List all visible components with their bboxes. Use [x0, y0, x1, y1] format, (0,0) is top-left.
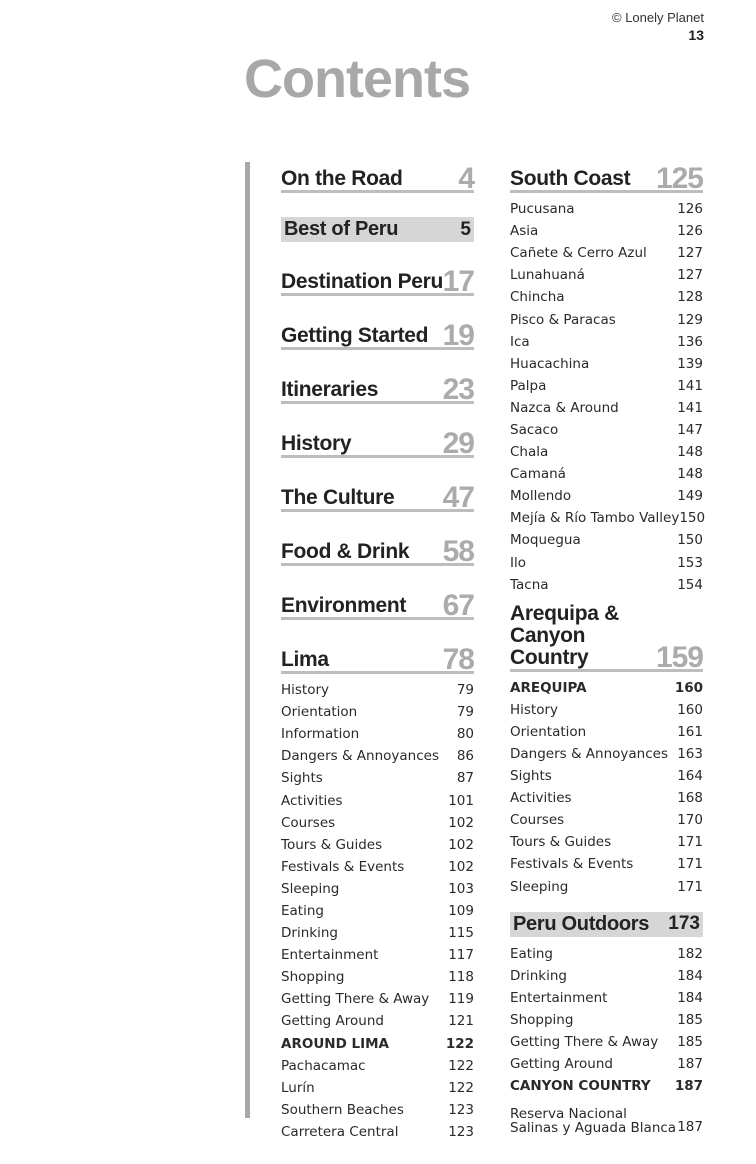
lima-subsection-list [281, 674, 474, 1143]
toc-entry-label: Courses [510, 812, 565, 829]
toc-entry-label: Shopping [281, 969, 345, 986]
toc-entry-label: Tours & Guides [510, 834, 612, 851]
copyright-notice: © Lonely Planet [612, 10, 704, 25]
toc-entry-page: 123 [448, 1101, 474, 1118]
toc-entry[interactable] [281, 1055, 474, 1077]
toc-entry-page: 102 [448, 858, 474, 875]
toc-entry[interactable] [510, 699, 703, 721]
toc-entry[interactable] [510, 397, 703, 419]
toc-entry-page: 141 [677, 399, 703, 416]
toc-entry-page: 136 [677, 333, 703, 350]
toc-left-column [281, 158, 474, 1143]
toc-entry[interactable] [281, 1121, 474, 1143]
toc-entry[interactable] [281, 922, 474, 944]
toc-entry-label: Orientation [510, 723, 587, 740]
toc-entry[interactable] [510, 375, 703, 397]
toc-entry[interactable] [510, 529, 703, 551]
toc-entry-label: Sleeping [510, 878, 569, 895]
toc-entry-page: 103 [448, 880, 474, 897]
toc-entry-page: 153 [677, 554, 703, 571]
section-title: Food & Drink [281, 539, 410, 563]
toc-entry[interactable] [510, 308, 703, 330]
toc-entry[interactable] [281, 745, 474, 767]
section-title: Environment [281, 593, 407, 617]
toc-entry[interactable] [510, 765, 703, 787]
section-page: 17 [442, 265, 474, 298]
toc-entry-page: 160 [674, 679, 703, 696]
section-page: 47 [442, 481, 474, 514]
toc-entry-label: Southern Beaches [281, 1101, 404, 1118]
toc-entry-label: Information [281, 726, 360, 743]
toc-entry[interactable] [510, 1097, 703, 1135]
toc-entry-label: Mejía & Río Tambo Valley [510, 510, 680, 527]
toc-entry-label: AREQUIPA [510, 679, 587, 696]
toc-entry-label: CANYON COUNTRY [510, 1078, 651, 1095]
toc-entry-page: 187 [677, 1119, 703, 1136]
toc-entry-label: Getting Around [281, 1013, 384, 1030]
toc-entry-label: Camaná [510, 466, 566, 483]
toc-entry[interactable] [510, 743, 703, 765]
toc-entry-page: 118 [448, 969, 474, 986]
toc-entry-label: Mollendo [510, 488, 572, 505]
toc-entry-label: Shopping [510, 1011, 574, 1028]
section-title: History [281, 431, 352, 455]
toc-entry-label: Ilo [510, 554, 526, 571]
toc-entry-page: 127 [677, 267, 703, 284]
section-title: Destination Peru [281, 269, 444, 293]
toc-entry-label: Sacaco [510, 421, 559, 438]
toc-entry-page: 122 [448, 1057, 474, 1074]
section-page: 4 [458, 162, 474, 195]
toc-entry[interactable] [281, 767, 474, 789]
toc-entry-page: 122 [445, 1035, 474, 1052]
toc-entry-page: 184 [677, 967, 703, 984]
toc-entry[interactable] [281, 1099, 474, 1121]
toc-entry-label: Eating [281, 902, 324, 919]
toc-section-lima[interactable] [281, 639, 474, 674]
section-title: Arequipa & Canyon Country [510, 601, 620, 669]
toc-entry[interactable] [510, 1075, 703, 1097]
toc-entry[interactable] [510, 485, 703, 507]
toc-entry[interactable] [510, 721, 703, 743]
toc-entry-label: Pucusana [510, 201, 575, 218]
toc-entry-label: Drinking [281, 925, 338, 942]
toc-entry-page: 126 [677, 223, 703, 240]
toc-entry-page: 86 [456, 748, 474, 765]
toc-entry-page: 184 [677, 989, 703, 1006]
toc-entry-label: History [510, 701, 559, 718]
toc-entry-page: 102 [448, 814, 474, 831]
toc-entry-label: Getting There & Away [281, 991, 430, 1008]
toc-entry-label: Festivals & Events [510, 856, 634, 873]
toc-entry-page: 122 [448, 1079, 474, 1096]
toc-entry-label: Chala [510, 444, 549, 461]
toc-entry-page: 164 [677, 768, 703, 785]
toc-entry[interactable] [281, 1033, 474, 1055]
toc-entry-label: Pachacamac [281, 1057, 366, 1074]
toc-section-destination-peru[interactable] [281, 261, 474, 296]
toc-section-history[interactable] [281, 423, 474, 458]
section-page: 125 [655, 162, 703, 195]
toc-entry-page: 109 [448, 902, 474, 919]
toc-entry[interactable] [510, 264, 703, 286]
toc-entry-label: Getting There & Away [510, 1034, 659, 1051]
toc-entry-label: Reserva Nacional Salinas y Aguada Blanca [510, 1106, 677, 1137]
toc-entry[interactable] [281, 856, 474, 878]
toc-entry-page: 121 [448, 1013, 474, 1030]
toc-entry-label: Lunahuaná [510, 267, 585, 284]
toc-entry-label: Palpa [510, 377, 547, 394]
toc-entry[interactable] [510, 965, 703, 987]
toc-entry[interactable] [281, 988, 474, 1010]
toc-entry[interactable] [281, 723, 474, 745]
section-title: Lima [281, 647, 329, 671]
toc-section-itineraries[interactable] [281, 369, 474, 404]
toc-entry-page: 150 [677, 532, 703, 549]
toc-entry[interactable] [510, 353, 703, 375]
toc-entry-label: Pisco & Paracas [510, 311, 616, 328]
toc-entry-page: 80 [456, 726, 474, 743]
toc-entry[interactable] [281, 1077, 474, 1099]
toc-entry-page: 128 [677, 289, 703, 306]
toc-entry[interactable] [281, 812, 474, 834]
toc-entry-page: 126 [677, 201, 703, 218]
toc-entry-page: 154 [677, 576, 703, 593]
toc-entry-label: Ica [510, 333, 530, 350]
toc-section-on-the-road[interactable] [281, 158, 474, 193]
toc-section-south-coast[interactable] [510, 158, 703, 193]
toc-entry[interactable] [510, 987, 703, 1009]
toc-entry-page: 129 [677, 311, 703, 328]
toc-entry-label: Entertainment [281, 947, 379, 964]
toc-entry-page: 160 [677, 701, 703, 718]
toc-entry[interactable] [510, 552, 703, 574]
toc-entry[interactable] [510, 507, 706, 529]
toc-entry-label: Courses [281, 814, 336, 831]
toc-entry-label: Huacachina [510, 355, 590, 372]
arequipa-subsection-list-continued [510, 941, 703, 1136]
toc-entry-page: 102 [448, 836, 474, 853]
toc-entry-page: 150 [679, 510, 706, 527]
section-page: 173 [668, 913, 700, 935]
toc-entry-label: Entertainment [510, 989, 608, 1006]
toc-entry[interactable] [510, 463, 703, 485]
toc-entry-page: 170 [677, 812, 703, 829]
toc-entry[interactable] [510, 242, 703, 264]
toc-section-peru-outdoors[interactable] [510, 912, 703, 937]
section-title: Peru Outdoors [513, 912, 650, 935]
toc-entry[interactable] [510, 677, 703, 699]
toc-entry[interactable] [281, 1010, 474, 1032]
toc-entry[interactable] [510, 853, 703, 875]
toc-entry-label: Activities [281, 792, 343, 809]
decorative-vertical-bar [245, 162, 250, 1118]
toc-entry[interactable] [510, 1053, 703, 1075]
toc-entry-page: 117 [448, 947, 474, 964]
toc-entry-page: 115 [448, 925, 474, 942]
section-page: 23 [442, 373, 474, 406]
toc-entry-page: 148 [677, 444, 703, 461]
toc-entry[interactable] [281, 900, 474, 922]
section-page: 5 [460, 218, 471, 240]
toc-section-best-of-peru[interactable] [281, 217, 474, 242]
toc-entry[interactable] [510, 831, 703, 853]
toc-entry[interactable] [281, 789, 474, 811]
toc-entry-page: 168 [677, 790, 703, 807]
page-title: Contents [244, 49, 470, 109]
section-title: Getting Started [281, 323, 429, 347]
toc-section-environment[interactable] [281, 585, 474, 620]
section-title: Itineraries [281, 377, 379, 401]
toc-entry-label: Dangers & Annoyances [281, 748, 439, 765]
toc-entry-label: Sights [510, 768, 552, 785]
toc-entry[interactable] [281, 944, 474, 966]
toc-entry-page: 123 [448, 1123, 474, 1140]
toc-entry-label: AROUND LIMA [281, 1035, 389, 1052]
toc-entry[interactable] [510, 1009, 703, 1031]
section-page: 78 [442, 643, 474, 676]
toc-entry[interactable] [281, 966, 474, 988]
toc-entry[interactable] [510, 574, 703, 596]
toc-entry-label: Getting Around [510, 1056, 613, 1073]
toc-entry-label: History [281, 682, 330, 699]
toc-entry[interactable] [510, 441, 703, 463]
toc-entry-page: 139 [677, 355, 703, 372]
toc-entry-page: 101 [448, 792, 474, 809]
toc-entry-page: 148 [677, 466, 703, 483]
toc-entry-label: Asia [510, 223, 539, 240]
toc-entry-page: 185 [677, 1011, 703, 1028]
toc-entry-label: Sights [281, 770, 323, 787]
toc-section-getting-started[interactable] [281, 315, 474, 350]
toc-entry-page: 147 [677, 421, 703, 438]
toc-entry[interactable] [510, 809, 703, 831]
toc-entry[interactable] [510, 876, 703, 898]
toc-entry-page: 187 [677, 1056, 703, 1073]
toc-entry-page: 119 [448, 991, 474, 1008]
section-page: 58 [442, 535, 474, 568]
toc-entry-label: Dangers & Annoyances [510, 746, 668, 763]
toc-entry[interactable] [510, 1031, 703, 1053]
toc-entry-page: 171 [677, 878, 703, 895]
toc-entry-label: Orientation [281, 704, 358, 721]
toc-entry-label: Activities [510, 790, 572, 807]
section-title: South Coast [510, 166, 631, 190]
toc-entry[interactable] [281, 679, 474, 701]
toc-entry-label: Sleeping [281, 880, 340, 897]
toc-entry[interactable] [510, 331, 703, 353]
toc-entry-label: Lurín [281, 1079, 315, 1096]
toc-entry-page: 79 [456, 704, 474, 721]
toc-entry-label: Cañete & Cerro Azul [510, 245, 647, 262]
toc-right-column [510, 158, 706, 1137]
toc-entry[interactable] [510, 419, 703, 441]
toc-entry[interactable] [281, 834, 474, 856]
toc-entry-page: 127 [677, 245, 703, 262]
toc-section-the-culture[interactable] [281, 477, 474, 512]
toc-entry-label: Carretera Central [281, 1123, 399, 1140]
toc-entry[interactable] [510, 943, 703, 965]
toc-section-arequipa-canyon-country[interactable] [510, 601, 703, 674]
toc-entry-page: 171 [677, 834, 703, 851]
south-coast-subsection-list [510, 193, 706, 596]
toc-entry[interactable] [510, 220, 703, 242]
section-page: 19 [442, 319, 474, 352]
section-page: 67 [442, 589, 474, 622]
arequipa-subsection-list [510, 672, 703, 898]
toc-entry-label: Tours & Guides [281, 836, 383, 853]
section-page: 159 [655, 640, 703, 674]
toc-entry[interactable] [281, 878, 474, 900]
toc-entry-page: 161 [677, 723, 703, 740]
toc-entry-page: 182 [677, 945, 703, 962]
section-title: On the Road [281, 166, 403, 190]
toc-entry-page: 171 [677, 856, 703, 873]
page-number: 13 [688, 27, 704, 43]
toc-entry-page: 187 [674, 1078, 703, 1095]
toc-entry-label: Festivals & Events [281, 858, 405, 875]
toc-entry-label: Eating [510, 945, 553, 962]
toc-entry[interactable] [281, 701, 474, 723]
toc-entry-label: Tacna [510, 576, 549, 593]
toc-entry-label: Moquegua [510, 532, 581, 549]
toc-entry-page: 163 [677, 746, 703, 763]
toc-entry-label: Drinking [510, 967, 567, 984]
toc-entry-label: Nazca & Around [510, 399, 619, 416]
section-title: Best of Peru [284, 218, 399, 240]
section-page: 29 [442, 427, 474, 460]
toc-entry[interactable] [510, 198, 703, 220]
section-title: The Culture [281, 485, 395, 509]
toc-section-food-drink[interactable] [281, 531, 474, 566]
toc-entry-label: Chincha [510, 289, 565, 306]
toc-entry-page: 149 [677, 488, 703, 505]
toc-entry-page: 79 [456, 682, 474, 699]
toc-entry[interactable] [510, 787, 703, 809]
toc-entry-page: 141 [677, 377, 703, 394]
toc-entry-page: 87 [456, 770, 474, 787]
toc-entry-page: 185 [677, 1034, 703, 1051]
toc-entry[interactable] [510, 286, 703, 308]
